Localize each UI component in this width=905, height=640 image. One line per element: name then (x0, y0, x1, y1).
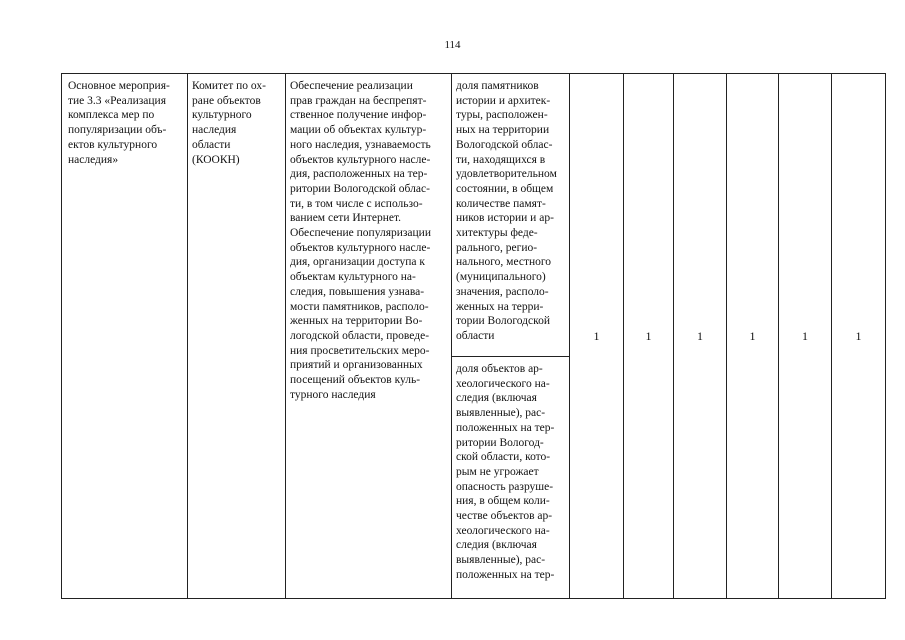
description-cell: Обеспечение реализации прав граждан на беспрепят- ственное получение инфор- мации об объектах культур- ного наследия, узнаваемость объектов культурного насле- дия, расположенных на тер- ритории Вологодской облас- ти, в том числе с использо- ванием сети Интернет. Обеспечение популяризации объектов культурного насле- дия, организации доступа к объектам культурного на- следия, повышения узнава- мости памятников, располо- женных на территории Во- логодской области, проведе- ния просветительских меро- приятий и организованных посещений объектов куль- турного наследия (286, 74, 452, 599)
page-number: 114 (444, 39, 461, 51)
value-cell: 1 (779, 74, 832, 599)
value-cell: 1 (624, 74, 674, 599)
indicator-cell: доля объектов ар- хеологического на- следия (включая выявленные), рас- положенных на тер- ритории Вологод- ской области, кото- рым не угрожает опасность разруше- ния, в общем коли- честве объектов ар- хеологического на- следия (включая выявленные), рас- положенных на тер- (452, 357, 570, 599)
executor-cell: Комитет по ох- ране объектов культурного наследия области (КООКН) (188, 74, 286, 599)
table-row (62, 74, 886, 357)
value-cell: 1 (674, 74, 727, 599)
value-cell: 1 (832, 74, 886, 599)
value-cell: 1 (727, 74, 779, 599)
indicator-cell: доля памятников истории и архитек- туры, расположен- ных на территории Вологодской облас- ти, находящихся в удовлетворительном состоянии, в общем количестве памят- ников истории и ар- хитектуры феде- рального, регио- нального, местного (муниципального) значения, располо- женных на терри- тории Вологодской области (452, 74, 570, 357)
program-table (61, 73, 886, 599)
event-cell: Основное мероприя- тие 3.3 «Реализация комплекса мер по популяризации объ- ектов культурного наследия» (62, 74, 188, 599)
value-cell: 1 (570, 74, 624, 599)
